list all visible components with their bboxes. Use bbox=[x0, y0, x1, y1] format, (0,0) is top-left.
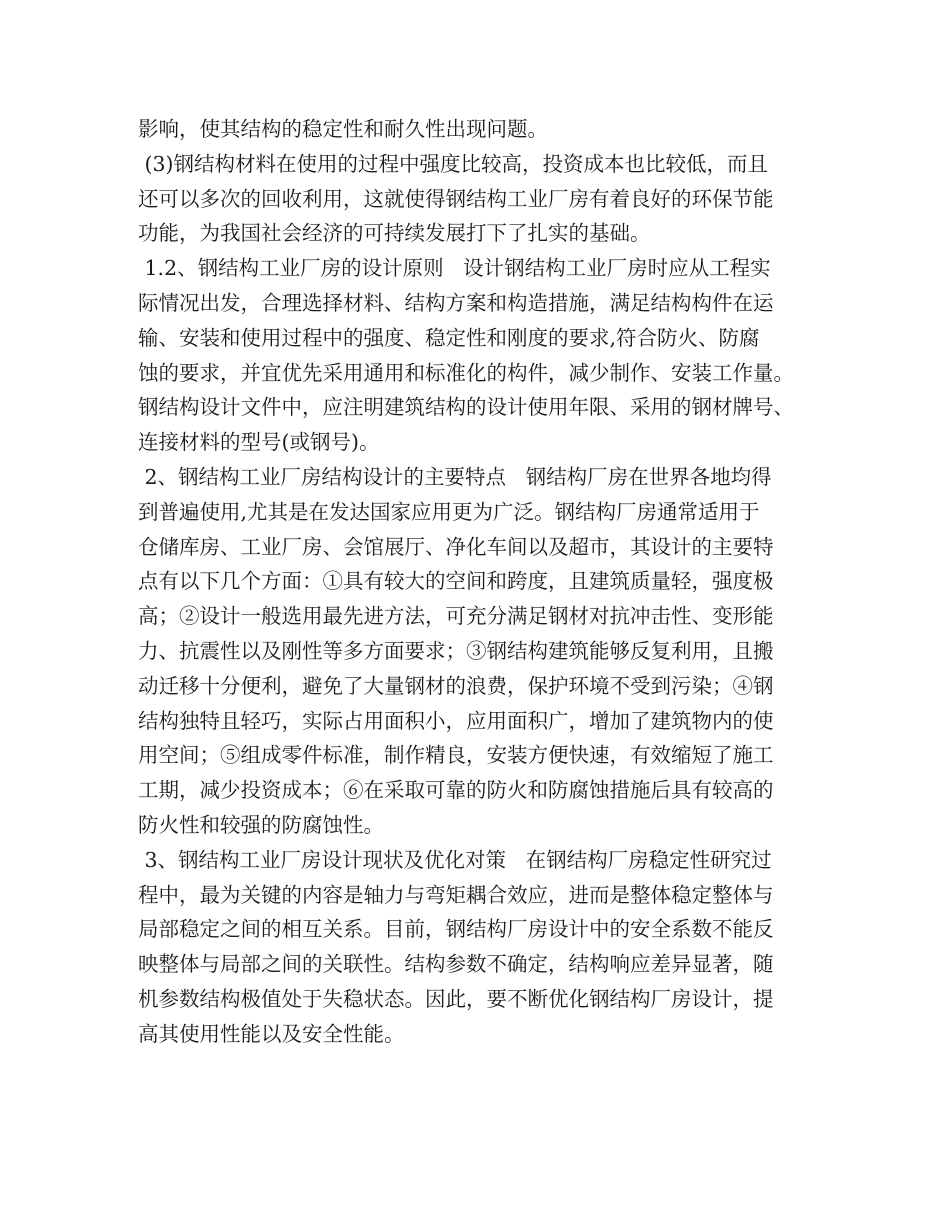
text-line: (3)钢结构材料在使用的过程中强度比较高，投资成本也比较低，而且 bbox=[138, 151, 769, 176]
text-line: 际情况出发，合理选择材料、结构方案和构造措施，满足结构构件在运 bbox=[138, 290, 774, 315]
text-line: 防火性和较强的防腐蚀性。 bbox=[138, 812, 384, 837]
text-line: 高；②设计一般选用最先进方法，可充分满足钢材对抗冲击性、变形能 bbox=[138, 604, 774, 629]
text-line: 输、安装和使用过程中的强度、稳定性和刚度的要求,符合防火、防腐 bbox=[138, 325, 760, 350]
text-line: 工期，减少投资成本；⑥在采取可靠的防火和防腐蚀措施后具有较高的 bbox=[138, 778, 774, 803]
text-line: 机参数结构极值处于失稳状态。因此，要不断优化钢结构厂房设计，提 bbox=[138, 986, 774, 1011]
text-line: 高其使用性能以及安全性能。 bbox=[138, 1021, 405, 1046]
text-line: 动迁移十分便利，避免了大量钢材的浪费，保护环境不受到污染；④钢 bbox=[138, 673, 774, 698]
text-line: 用空间；⑤组成零件标准，制作精良，安装方便快速，有效缩短了施工 bbox=[138, 743, 774, 768]
text-line: 连接材料的型号(或钢号)。 bbox=[138, 430, 380, 455]
text-line: 点有以下几个方面：①具有较大的空间和跨度，且建筑质量轻，强度极 bbox=[138, 569, 774, 594]
section-heading-line: 3、钢结构工业厂房设计现状及优化对策 在钢结构厂房稳定性研究过 bbox=[138, 847, 772, 872]
text-line: 程中，最为关键的内容是轴力与弯矩耦合效应，进而是整体稳定整体与 bbox=[138, 882, 774, 907]
section-heading-line: 2、钢结构工业厂房结构设计的主要特点 钢结构厂房在世界各地均得 bbox=[138, 464, 772, 489]
section-heading-line: 1.2、钢结构工业厂房的设计原则 设计钢结构工业厂房时应从工程实 bbox=[138, 256, 771, 281]
text-line: 结构独特且轻巧，实际占用面积小，应用面积广，增加了建筑物内的使 bbox=[138, 708, 774, 733]
text-line: 到普遍使用,尤其是在发达国家应用更为广泛。钢结构厂房通常适用于 bbox=[138, 499, 760, 524]
text-line: 钢结构设计文件中，应注明建筑结构的设计使用年限、采用的钢材牌号、 bbox=[138, 395, 794, 420]
text-line: 力、抗震性以及刚性等多方面要求；③钢结构建筑能够反复利用，且搬 bbox=[138, 638, 774, 663]
text-line: 仓储库房、工业厂房、会馆展厅、净化车间以及超市，其设计的主要特 bbox=[138, 534, 774, 559]
body-text bbox=[138, 112, 828, 1052]
text-line: 蚀的要求，并宜优先采用通用和标准化的构件，减少制作、安装工作量。 bbox=[138, 360, 794, 385]
text-line: 局部稳定之间的相互关系。目前，钢结构厂房设计中的安全系数不能反 bbox=[138, 917, 774, 942]
text-line: 还可以多次的回收利用，这就使得钢结构工业厂房有着良好的环保节能 bbox=[138, 186, 774, 211]
text-line: 功能，为我国社会经济的可持续发展打下了扎实的基础。 bbox=[138, 221, 651, 246]
text-line: 影响，使其结构的稳定性和耐久性出现问题。 bbox=[138, 117, 548, 141]
text-line: 映整体与局部之间的关联性。结构参数不确定，结构响应差异显著，随 bbox=[138, 952, 774, 977]
